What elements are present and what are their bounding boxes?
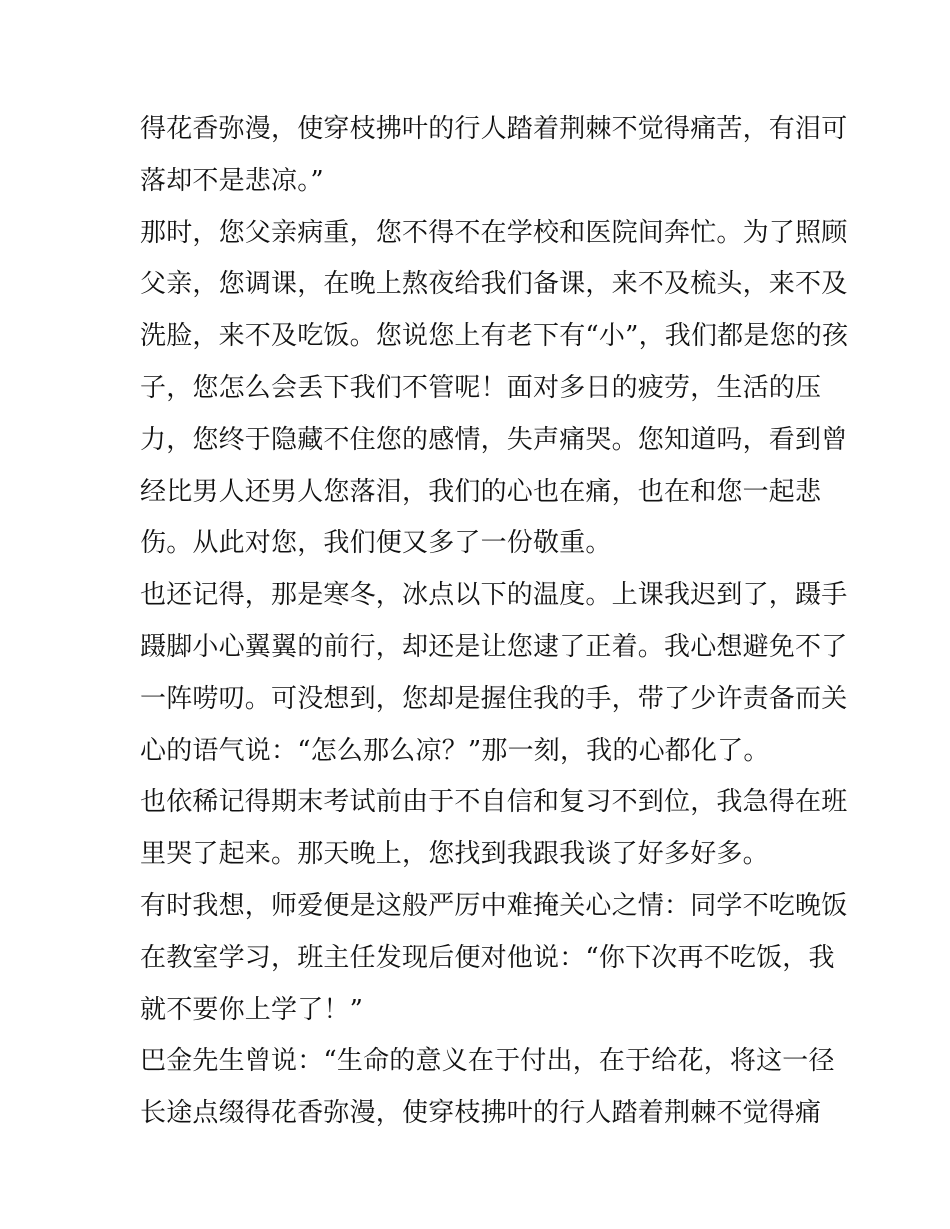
text-line: 里哭了起来。那天晚上，您找到我跟我谈了好多好多。 <box>140 839 769 870</box>
text-line: 也依稀记得期末考试前由于不自信和复习不到位，我急得在班 <box>140 787 848 818</box>
text-line: 蹑脚小心翼翼的前行，却还是让您逮了正着。我心想避免不了 <box>140 631 848 662</box>
text-line: 巴金先生曾说：“生命的意义在于付出，在于给花，将这一径 <box>140 1046 835 1077</box>
text-line: 长途点缀得花香弥漫，使穿枝拂叶的行人踏着荆棘不觉得痛 <box>140 1098 822 1129</box>
text-line: 心的语气说：“怎么那么凉？”那一刻，我的心都化了。 <box>140 735 770 766</box>
text-line: 在教室学习，班主任发现后便对他说：“你下次再不吃饭，我 <box>140 942 835 973</box>
text-line: 有时我想，师爱便是这般严厉中难掩关心之情：同学不吃晚饭 <box>140 890 848 921</box>
body-text <box>140 104 849 1140</box>
text-line: 那时，您父亲病重，您不得不在学校和医院间奔忙。为了照顾 <box>140 217 848 248</box>
text-line: 经比男人还男人您落泪，我们的心也在痛，也在和您一起悲 <box>140 476 822 507</box>
text-line: 洗脸，来不及吃饭。您说您上有老下有“小”，我们都是您的孩 <box>140 321 849 352</box>
text-line: 就不要你上学了！” <box>140 994 364 1025</box>
text-line: 子，您怎么会丢下我们不管呢！面对多日的疲劳，生活的压 <box>140 372 822 403</box>
text-line: 一阵唠叨。可没想到，您却是握住我的手，带了少许责备而关 <box>140 683 848 714</box>
text-line: 伤。从此对您，我们便又多了一份敬重。 <box>140 528 612 559</box>
text-line: 得花香弥漫，使穿枝拂叶的行人踏着荆棘不觉得痛苦，有泪可 <box>140 114 848 144</box>
text-line: 落却不是悲凉。” <box>140 165 324 196</box>
text-line: 力，您终于隐藏不住您的感情，失声痛哭。您知道吗，看到曾 <box>140 424 848 455</box>
text-line: 父亲，您调课，在晚上熬夜给我们备课，来不及梳头，来不及 <box>140 269 848 300</box>
text-line: 也还记得，那是寒冬，冰点以下的温度。上课我迟到了，蹑手 <box>140 580 848 611</box>
